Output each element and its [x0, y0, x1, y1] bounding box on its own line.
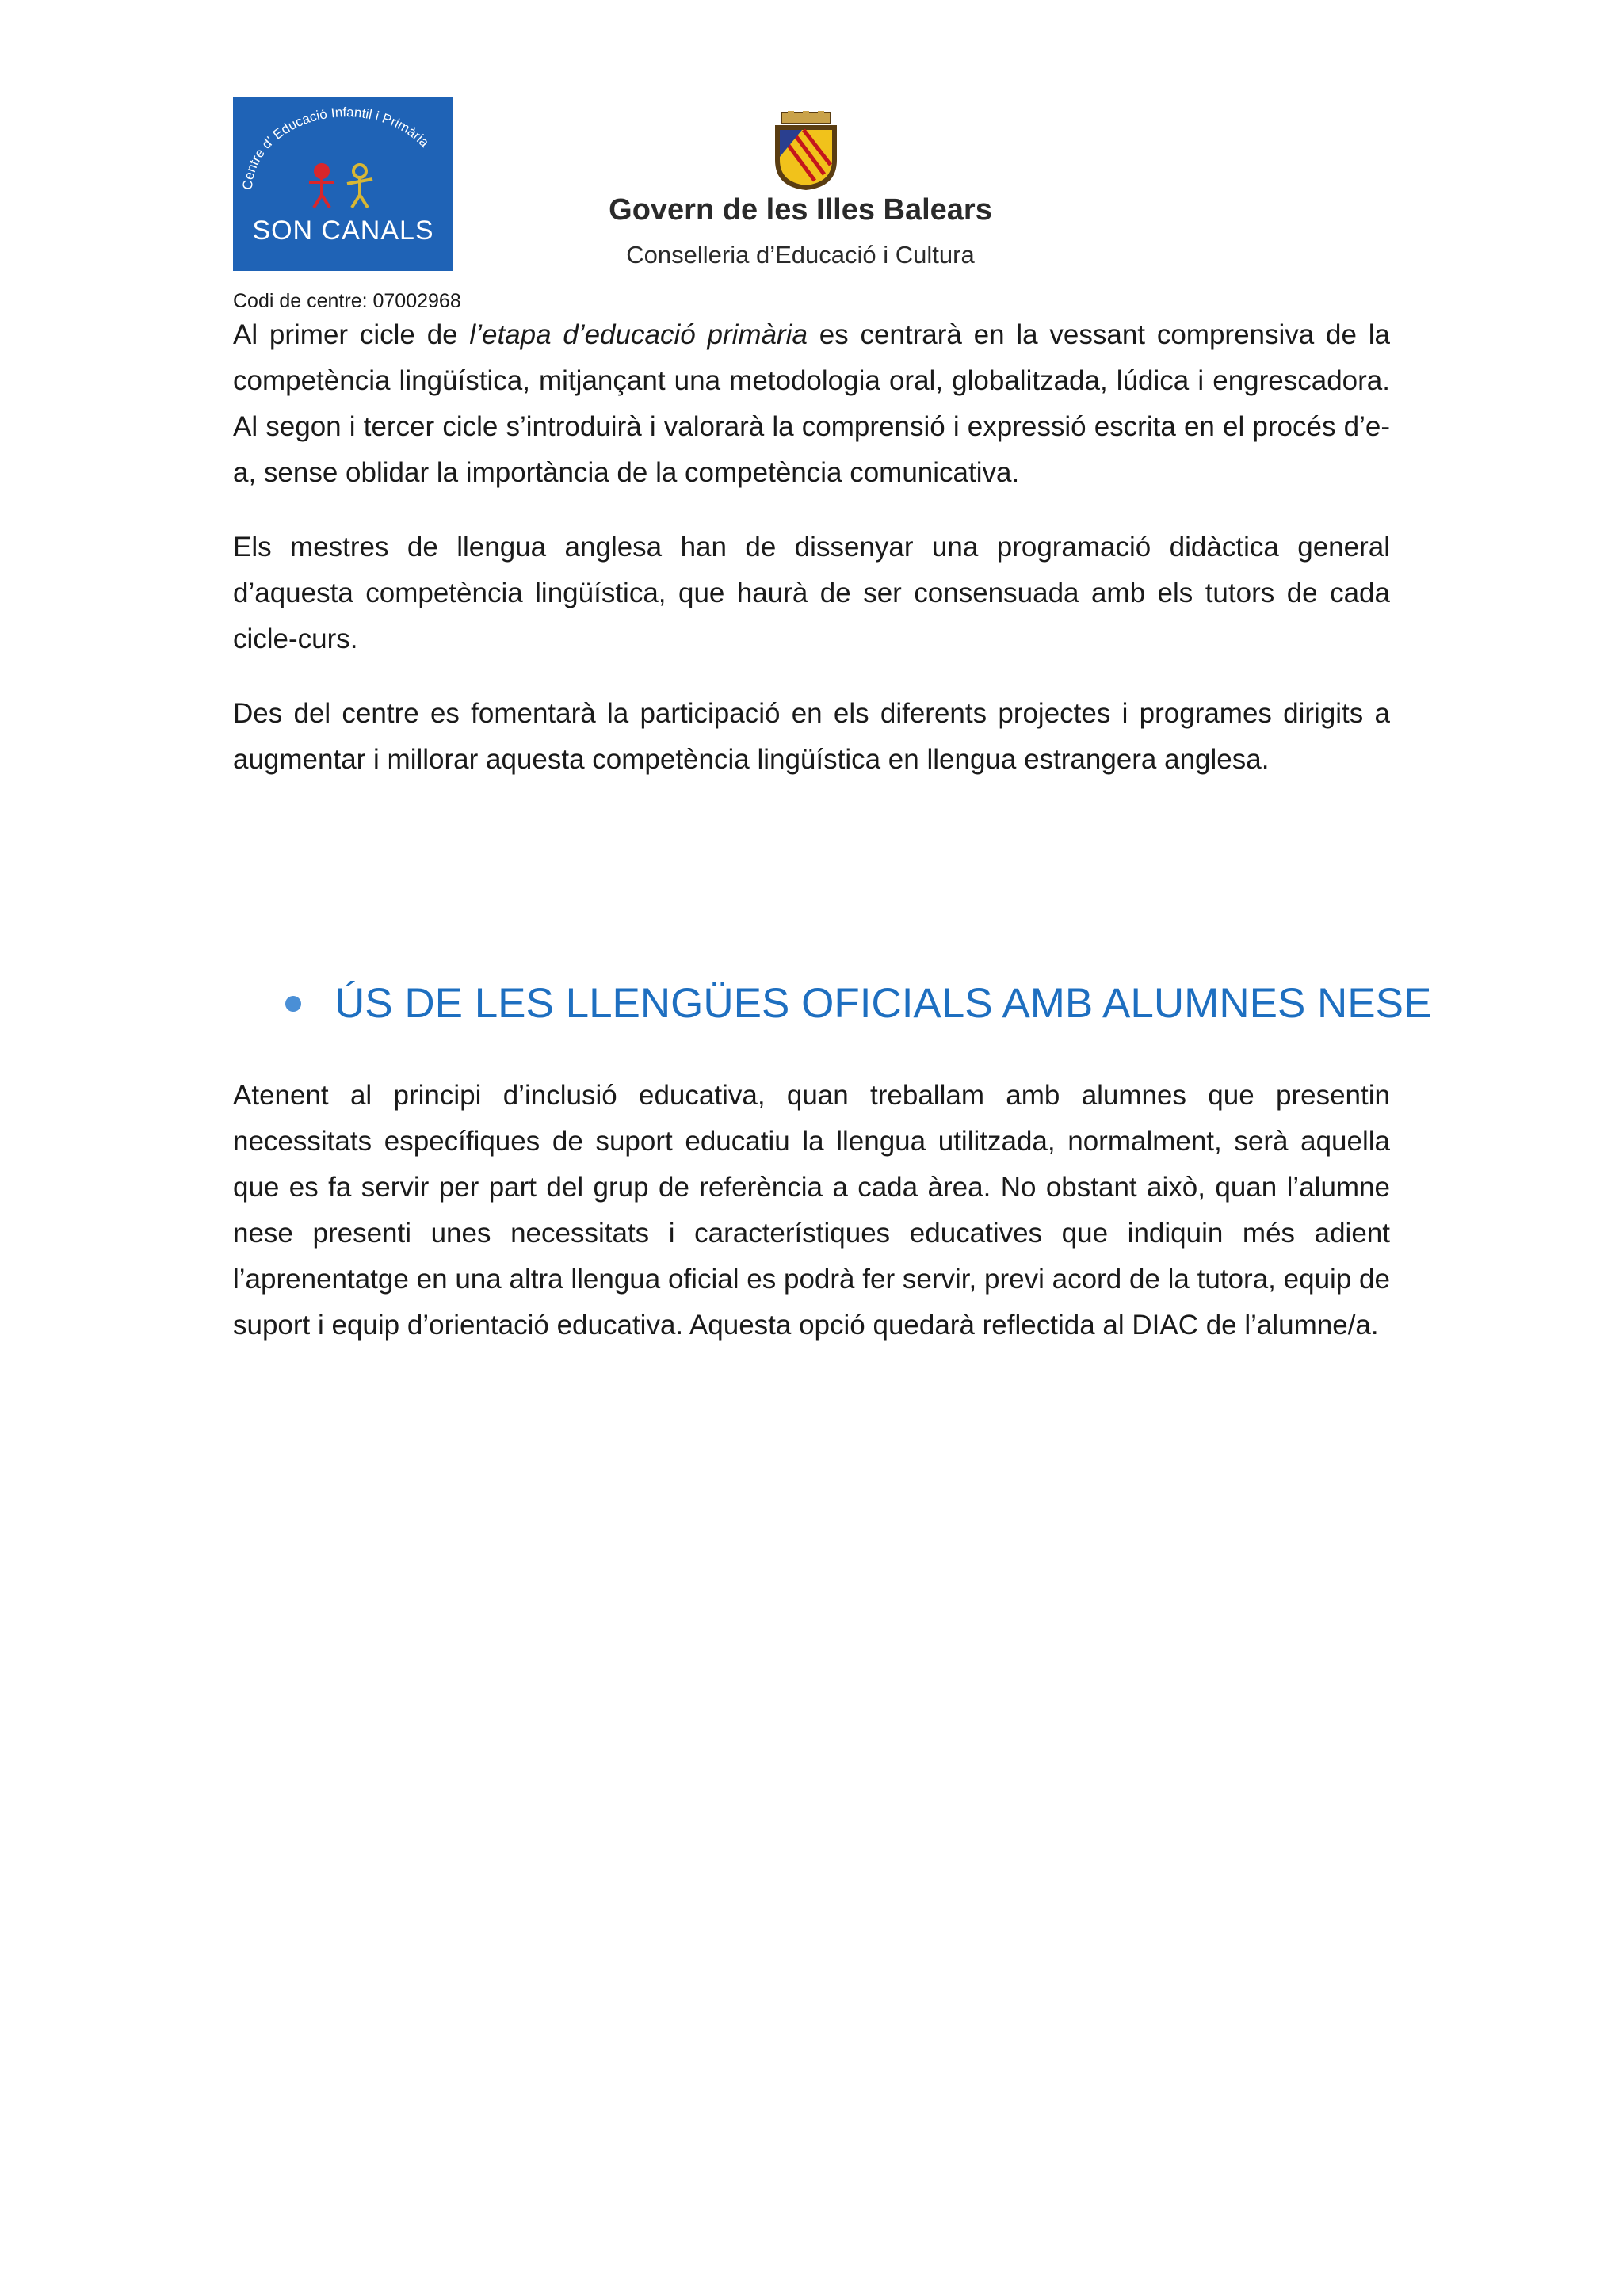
- school-name: SON CANALS: [252, 215, 434, 246]
- body-section-2: [233, 1073, 1390, 1377]
- section-heading-text: ÚS DE LES LLENGÜES OFICIALS AMB ALUMNES NESE: [334, 980, 1432, 1027]
- coat-of-arms-icon: [770, 111, 842, 192]
- government-subtitle: Conselleria d’Educació i Cultura: [626, 241, 975, 269]
- government-title: Govern de les Illes Balears: [609, 193, 992, 227]
- bullet-icon: [285, 996, 301, 1012]
- red-figure-icon: [309, 165, 334, 208]
- paragraph-projects: Des del centre es fomentarà la participació en els diferents projectes i programes dirigits a augmentar i millorar aquesta competència lingüística en llengua estrangera anglesa.: [233, 698, 1390, 775]
- paragraph-italic-text: l’etapa d’educació primària: [469, 319, 808, 350]
- paragraph-english-teachers: Els mestres de llengua anglesa han de dissenyar una programació didàctica general d’aquesta competència lingüística, que haurà de ser consensuada amb els tutors de cada cicle-curs.: [233, 532, 1390, 654]
- body-section-1: [233, 312, 1390, 811]
- paragraph-text: Al primer cicle de: [233, 319, 470, 350]
- school-logo: [233, 97, 453, 271]
- paragraph-inclusion: Atenent al principi d’inclusió educativa, quan treballam amb alumnes que presentin necessitats específiques de suport educatiu la llengua utilitzada, normalment, serà aquella que es fa servir per part del grup de referència a cada àrea. No obstant això, quan l’alumne nese presenti unes necessitats i característiques educatives que indiquin més adient l’aprenentatge en una altra llengua oficial es podrà fer servir, previ acord de la tutora, equip de suport i equip d’orientació educativa. Aquesta opció quedarà reflectida al DIAC de l’alumne/a.: [233, 1080, 1390, 1341]
- section-heading: [285, 979, 1431, 1028]
- centre-code: Codi de centre: 07002968: [233, 290, 461, 312]
- paragraph-text: es centrarà en la vessant comprensiva de la competència lingüística, mitjançant una metodologia oral, globalitzada, lúdica i engrescadora. Al segon i tercer cicle s’introduirà i valorarà la comprensió i expressió escrita en el procés d’e-a, sense oblidar la importància de la competència comunicativa.: [233, 319, 1390, 488]
- school-logo-arc-text: Centre d' Educació Infantil i Primària: [239, 105, 433, 191]
- paragraph-primary-stage: [233, 312, 1390, 496]
- yellow-figure-icon: [347, 165, 372, 208]
